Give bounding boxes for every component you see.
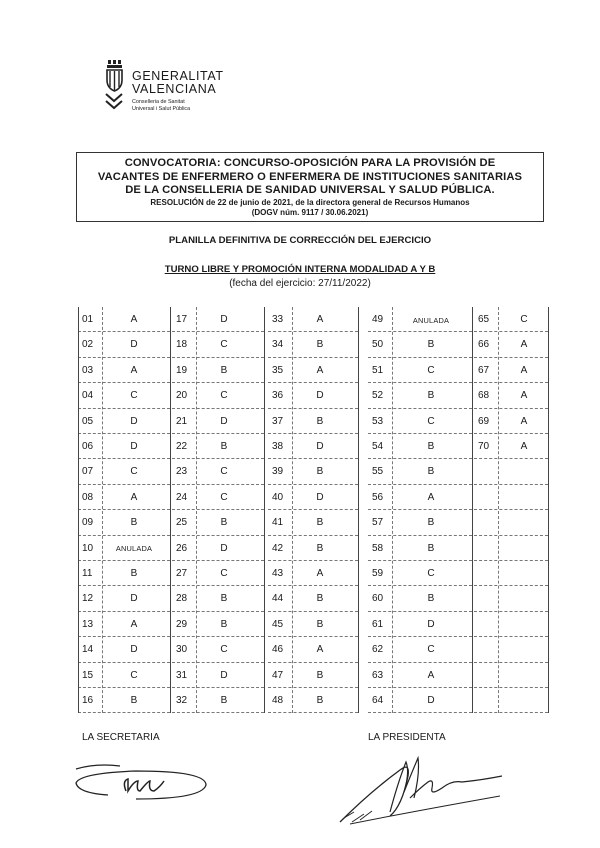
answer-value: A <box>520 339 528 351</box>
question-number: 16 <box>82 695 94 706</box>
answer-value: D <box>427 618 435 630</box>
question-number: 52 <box>372 390 384 402</box>
question-number: 27 <box>176 568 188 579</box>
answer-cell <box>474 586 548 611</box>
answer-value: A <box>427 669 435 681</box>
answer-value: B <box>427 441 435 452</box>
answer-cell <box>474 434 548 459</box>
answer-value: C <box>427 415 435 427</box>
secretaria-label: LA SECRETARIA <box>82 732 160 743</box>
question-number: 68 <box>478 390 490 402</box>
answer-cell <box>78 485 170 510</box>
question-number: 40 <box>272 491 284 503</box>
cell-divider <box>292 307 293 713</box>
presidenta-signature <box>330 752 520 832</box>
answer-value: A <box>130 491 138 503</box>
answer-value: B <box>220 593 228 605</box>
answer-cell <box>368 536 472 561</box>
answer-cell <box>368 485 472 510</box>
logo-line1: GENERALITAT <box>132 69 224 83</box>
answer-cell <box>268 409 358 434</box>
answer-column-5 <box>474 307 548 713</box>
question-number: 62 <box>372 644 384 656</box>
answer-value: B <box>316 517 324 529</box>
answer-cell <box>368 663 472 688</box>
answer-value: B <box>316 339 324 351</box>
question-number: 48 <box>272 695 284 706</box>
answer-cell <box>474 485 548 510</box>
answer-cell <box>268 663 358 688</box>
answer-value: C <box>520 314 528 325</box>
answer-cell <box>172 485 264 510</box>
answer-cell <box>474 510 548 535</box>
answer-value: D <box>130 441 138 452</box>
question-number: 31 <box>176 669 188 681</box>
answer-cell <box>78 536 170 561</box>
question-number: 22 <box>176 441 188 452</box>
question-number: 43 <box>272 568 284 579</box>
answer-cell <box>78 409 170 434</box>
question-number: 02 <box>82 339 94 351</box>
question-number: 15 <box>82 669 94 681</box>
answer-value: C <box>130 466 138 478</box>
question-number: 69 <box>478 415 490 427</box>
answer-cell <box>172 409 264 434</box>
answer-value: B <box>427 390 435 402</box>
answer-value: A <box>316 568 324 579</box>
question-number: 34 <box>272 339 284 351</box>
answer-value: D <box>220 415 228 427</box>
question-number: 30 <box>176 644 188 656</box>
answer-cell <box>172 561 264 586</box>
answer-cell <box>368 510 472 535</box>
answer-cell <box>368 409 472 434</box>
answer-value: A <box>130 618 138 630</box>
answer-value: B <box>130 568 138 579</box>
answer-cell <box>368 586 472 611</box>
planilla-title: PLANILLA DEFINITIVA DE CORRECCIÓN DEL EJERCICIO <box>168 235 432 246</box>
answer-cell <box>474 536 548 561</box>
answer-cell <box>368 561 472 586</box>
answer-cell <box>172 536 264 561</box>
answer-value: A <box>316 364 324 376</box>
answer-value: A <box>520 415 528 427</box>
answer-cell <box>78 612 170 637</box>
answer-cell <box>268 485 358 510</box>
answer-cell <box>78 510 170 535</box>
answer-value: C <box>220 339 228 351</box>
answer-column-4 <box>368 307 472 713</box>
question-number: 25 <box>176 517 188 529</box>
answer-cell <box>172 688 264 713</box>
answer-value: B <box>220 517 228 529</box>
answer-value: B <box>316 669 324 681</box>
convocatoria-line2: VACANTES DE ENFERMERO O ENFERMERA DE INSTITUCIONES SANITARIAS <box>97 170 523 183</box>
answer-value: A <box>520 390 528 402</box>
answer-value: B <box>316 593 324 605</box>
answer-value: C <box>130 669 138 681</box>
answer-cell <box>172 510 264 535</box>
question-number: 70 <box>478 441 490 452</box>
question-number: 29 <box>176 618 188 630</box>
answer-value: C <box>220 644 228 656</box>
answer-cell <box>268 332 358 357</box>
cell-divider <box>102 307 103 713</box>
question-number: 49 <box>372 314 384 325</box>
answer-value: B <box>130 517 138 529</box>
cell-divider <box>392 307 393 713</box>
question-number: 06 <box>82 441 94 452</box>
generalitat-logo <box>104 58 244 128</box>
question-number: 14 <box>82 644 94 656</box>
answer-cell <box>368 358 472 383</box>
cell-divider <box>196 307 197 713</box>
logo-sub2: Universal i Salut Pública <box>132 106 191 112</box>
question-number: 11 <box>82 568 93 579</box>
answer-cell <box>78 358 170 383</box>
answer-cell <box>78 332 170 357</box>
question-number: 10 <box>82 542 94 554</box>
question-number: 39 <box>272 466 284 478</box>
answer-value: D <box>316 441 324 452</box>
question-number: 55 <box>372 466 384 478</box>
answer-value: C <box>220 568 228 579</box>
answer-cell <box>474 459 548 484</box>
answer-cell <box>268 459 358 484</box>
answer-value: D <box>316 491 324 503</box>
answer-cell <box>268 307 358 332</box>
answer-value: A <box>316 644 324 656</box>
answer-cell <box>474 332 548 357</box>
question-number: 33 <box>272 314 284 325</box>
resolucion-line: RESOLUCIÓN de 22 de junio de 2021, de la directora general de Recursos Humanos <box>150 197 470 207</box>
question-number: 65 <box>478 314 490 325</box>
question-number: 08 <box>82 491 94 503</box>
answer-cell <box>78 383 170 408</box>
answer-value: B <box>220 618 228 630</box>
question-number: 61 <box>372 618 384 630</box>
answer-column-3 <box>268 307 358 713</box>
answer-value: C <box>427 364 435 376</box>
answer-cell <box>78 586 170 611</box>
answer-value: B <box>427 339 435 351</box>
cell-divider <box>498 307 499 713</box>
answer-value: D <box>130 415 138 427</box>
question-number: 12 <box>82 593 94 605</box>
answer-value: D <box>427 695 435 706</box>
question-number: 19 <box>176 364 188 376</box>
answer-cell <box>474 358 548 383</box>
answer-value: B <box>316 415 324 427</box>
convocatoria-box <box>76 152 544 222</box>
answer-value: A <box>520 364 528 376</box>
answer-value: A <box>130 364 138 376</box>
answer-cell <box>474 637 548 662</box>
answer-value: B <box>220 695 228 706</box>
question-number: 03 <box>82 364 94 376</box>
coat-of-arms-icon <box>104 60 126 112</box>
question-number: 05 <box>82 415 94 427</box>
answer-value: B <box>220 441 228 452</box>
answer-cell <box>172 434 264 459</box>
answer-cell <box>172 307 264 332</box>
question-number: 21 <box>176 415 188 427</box>
column-separator <box>170 307 171 713</box>
question-number: 45 <box>272 618 284 630</box>
question-number: 57 <box>372 517 384 529</box>
answer-cell <box>172 332 264 357</box>
answer-column-2 <box>172 307 264 713</box>
logo-line2: VALENCIANA <box>132 82 217 96</box>
answer-cell <box>268 536 358 561</box>
answer-cell <box>474 307 548 332</box>
answer-value: B <box>427 517 435 529</box>
convocatoria-line1: CONVOCATORIA: CONCURSO-OPOSICIÓN PARA LA PROVISIÓN DE <box>124 157 496 169</box>
answer-grid <box>78 307 548 713</box>
question-number: 38 <box>272 441 284 452</box>
question-number: 23 <box>176 466 188 478</box>
question-number: 53 <box>372 415 384 427</box>
answer-cell <box>474 383 548 408</box>
question-number: 24 <box>176 491 188 503</box>
answer-cell <box>368 307 472 332</box>
question-number: 04 <box>82 390 94 402</box>
question-number: 01 <box>82 314 94 325</box>
answer-value: C <box>130 390 138 402</box>
answer-value: D <box>220 314 228 325</box>
answer-cell <box>474 688 548 713</box>
question-number: 13 <box>82 618 94 630</box>
answer-cell <box>268 688 358 713</box>
answer-cell <box>172 459 264 484</box>
answer-cell <box>474 409 548 434</box>
question-number: 59 <box>372 568 384 579</box>
convocatoria-line3: DE LA CONSELLERIA DE SANIDAD UNIVERSAL Y SALUD PÚBLICA. <box>125 184 495 196</box>
column-separator <box>548 307 549 713</box>
presidenta-label: LA PRESIDENTA <box>368 732 446 743</box>
answer-cell <box>368 612 472 637</box>
question-number: 26 <box>176 542 188 554</box>
question-number: 64 <box>372 695 384 706</box>
answer-cell <box>268 510 358 535</box>
answer-value: B <box>427 466 435 478</box>
answer-value: B <box>316 466 324 478</box>
answer-value: C <box>220 390 228 402</box>
question-number: 17 <box>176 314 188 325</box>
answer-value: B <box>220 364 228 376</box>
answer-cell <box>268 612 358 637</box>
question-number: 46 <box>272 644 284 656</box>
question-number: 50 <box>372 339 384 351</box>
question-number: 35 <box>272 364 284 376</box>
question-number: 09 <box>82 517 94 529</box>
answer-cell <box>78 663 170 688</box>
answer-cell <box>368 434 472 459</box>
answer-cell <box>78 459 170 484</box>
answer-cell <box>474 561 548 586</box>
answer-cell <box>368 459 472 484</box>
answer-cell <box>172 612 264 637</box>
answer-value: C <box>427 568 435 579</box>
question-number: 51 <box>372 364 384 376</box>
answer-cell <box>172 358 264 383</box>
answer-value: B <box>427 542 435 554</box>
answer-cell <box>172 663 264 688</box>
question-number: 58 <box>372 542 384 554</box>
answer-value: B <box>316 542 324 554</box>
answer-cell <box>268 434 358 459</box>
answer-cell <box>268 561 358 586</box>
answer-value: C <box>220 491 228 503</box>
question-number: 60 <box>372 593 384 605</box>
answer-cell <box>368 688 472 713</box>
column-separator <box>264 307 265 713</box>
answer-value: B <box>427 593 435 605</box>
question-number: 36 <box>272 390 284 402</box>
question-number: 54 <box>372 441 384 452</box>
column-separator <box>472 307 473 713</box>
answer-value: ANULADA <box>412 315 450 325</box>
answer-value: D <box>220 669 228 681</box>
answer-cell <box>78 688 170 713</box>
question-number: 28 <box>176 593 188 605</box>
answer-cell <box>368 637 472 662</box>
answer-value: D <box>130 593 138 605</box>
question-number: 67 <box>478 364 490 376</box>
dogv-line: (DOGV núm. 9117 / 30.06.2021) <box>251 207 369 217</box>
question-number: 18 <box>176 339 188 351</box>
answer-cell <box>172 586 264 611</box>
answer-value: C <box>220 466 228 478</box>
grid-left-border <box>78 307 79 713</box>
question-number: 56 <box>372 491 384 503</box>
answer-column-1 <box>78 307 170 713</box>
answer-cell <box>78 307 170 332</box>
answer-value: D <box>316 390 324 402</box>
question-number: 07 <box>82 466 94 478</box>
answer-cell <box>172 383 264 408</box>
question-number: 47 <box>272 669 284 681</box>
exam-date: (fecha del ejercicio: 27/11/2022) <box>229 278 371 289</box>
answer-value: C <box>427 644 435 656</box>
answer-cell <box>78 434 170 459</box>
question-number: 20 <box>176 390 188 402</box>
answer-value: A <box>130 314 138 325</box>
secretaria-signature <box>70 755 220 805</box>
answer-value: B <box>316 618 324 630</box>
question-number: 41 <box>272 517 284 529</box>
question-number: 37 <box>272 415 284 427</box>
answer-value: D <box>220 542 228 554</box>
answer-cell <box>268 637 358 662</box>
answer-cell <box>474 663 548 688</box>
answer-value: B <box>130 695 138 706</box>
logo-sub1: Conselleria de Sanitat <box>132 99 185 105</box>
answer-cell <box>78 561 170 586</box>
answer-cell <box>268 358 358 383</box>
answer-value: ANULADA <box>115 544 153 554</box>
answer-cell <box>172 637 264 662</box>
answer-value: D <box>130 339 138 351</box>
answer-cell <box>474 612 548 637</box>
answer-cell <box>78 637 170 662</box>
column-separator <box>358 307 359 713</box>
question-number: 63 <box>372 669 384 681</box>
answer-value: B <box>316 695 324 706</box>
question-number: 66 <box>478 339 490 351</box>
question-number: 32 <box>176 695 188 706</box>
answer-cell <box>368 383 472 408</box>
question-number: 42 <box>272 542 284 554</box>
answer-cell <box>268 383 358 408</box>
question-number: 44 <box>272 593 284 605</box>
answer-cell <box>368 332 472 357</box>
answer-value: D <box>130 644 138 656</box>
answer-cell <box>268 586 358 611</box>
answer-value: A <box>520 441 528 452</box>
answer-value: A <box>427 491 435 503</box>
answer-value: A <box>316 314 324 325</box>
turno-title: TURNO LIBRE Y PROMOCIÓN INTERNA MODALIDAD A Y B <box>164 264 436 275</box>
